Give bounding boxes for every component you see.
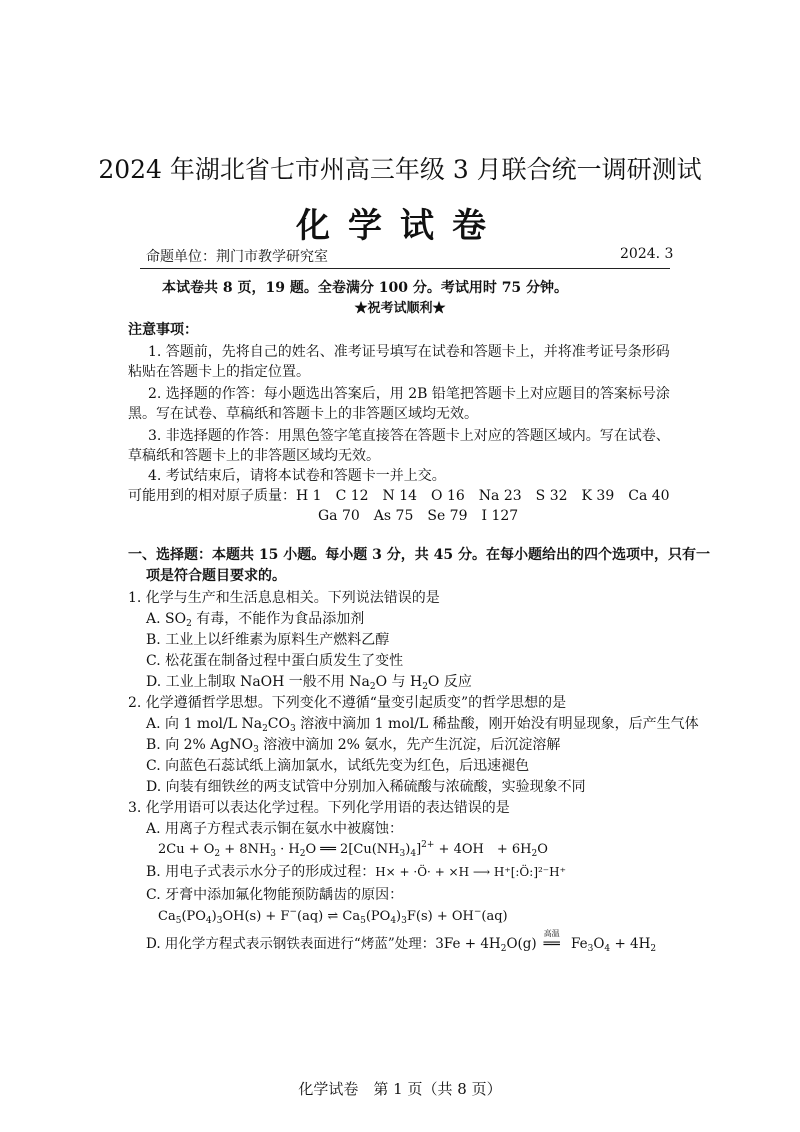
notice-heading: 注意事项： [128,322,198,338]
q2-stem: 2. 化学遵循哲学思想。下列变化不遵循“量变引起质变”的哲学思想的是 [128,695,567,711]
q3-stem: 3. 化学用语可以表达化学过程。下列化学用语的表达错误的是 [128,800,510,816]
q1-option-b: B. 工业上以纤维素为原料生产燃料乙醇 [146,632,390,648]
q2-option-c: C. 向蓝色石蕊试纸上滴加氯水，试纸先变为红色，后迅速褪色 [146,758,530,774]
q2-option-d: D. 向装有细铁丝的两支试管中分别加入稀硫酸与浓硫酸，实验现象不同 [146,779,586,795]
notice-item-1b: 粘贴在答题卡上的指定位置。 [128,364,310,380]
header-rule [140,268,670,269]
notice-item-4: 4. 考试结束后，请将本试卷和答题卡一并上交。 [148,468,446,484]
atomic-masses-1: 可能用到的相对原子质量：H 1 C 12 N 14 O 16 Na 23 S 32 K 39 Ca 40 [128,488,670,504]
q3-c-equation: $Ca_5(PO_4)_3OH(s) + F^-(aq)$ ⇌ $Ca_5(PO_4)_3F(s) + OH^-(aq)$ [158,907,508,926]
reaction-condition: 高温 [543,929,560,938]
q1-option-c: C. 松花蛋在制备过程中蛋白质发生了变性 [146,653,404,669]
q1-option-d: D. 工业上制取 NaOH 一般不用 $Na_2O$ 与 $H_2O$ 反应 [146,674,472,692]
q1-option-a: A. $SO_2$ 有毒，不能作为食品添加剂 [146,611,365,629]
notice-item-3b: 草稿纸和答题卡上的非答题区域均无效。 [128,448,380,464]
exam-title: 2024 年湖北省七市州高三年级 3 月联合统一调研测试 [98,155,702,184]
reaction-arrow: 高温 ══ [537,934,567,954]
exam-date: 2024. 3 [620,246,674,262]
q2-option-a: A. 向 1 mol/L $Na_2CO_3$ 溶液中滴加 1 mol/L 稀盐酸，刚开始没有明显现象，后产生气体 [146,716,699,734]
page-footer: 化学试卷 第 1 页（共 8 页） [298,1080,502,1098]
q3-option-b: B. 用电子式表示水分子的形成过程：H× + ·Ö· + ×H ⟶ H⁺[:Ö:]²⁻H⁺ [146,864,566,880]
electron-dot-formula: H× + ·Ö· + ×H ⟶ H⁺[:Ö:]²⁻H⁺ [375,865,566,879]
q3-a-equation: $2Cu + O_2 + 8NH_3 \cdot H_2O$ ══ $2[Cu(NH_3)_4]^{2+} + 4OH$ + $6H_2O$ [158,840,548,859]
notice-item-2a: 2. 选择题的作答：每小题选出答案后，用 2B 铅笔把答题卡上对应题目的答案标号涂 [148,386,670,402]
q3-option-d: D. 用化学方程式表示钢铁表面进行“烤蓝”处理：$3Fe + 4H_2O(g)$ 高温 ══ $Fe_3O_4 + 4H_2$ [146,934,656,954]
q3-option-a: A. 用离子方程式表示铜在氨水中被腐蚀： [146,821,404,837]
issuing-unit: 命题单位：荆门市教学研究室 [146,249,328,265]
good-luck: ★祝考试顺利★ [354,301,446,316]
notice-item-1a: 1. 答题前，先将自己的姓名、准考证号填写在试卷和答题卡上，并将准考证号条形码 [148,344,670,360]
q3-option-c: C. 牙膏中添加氟化物能预防龋齿的原因： [146,887,404,903]
q2-option-b: B. 向 2% AgNO$_3$ 溶液中滴加 2% 氨水，先产生沉淀，后沉淀溶解 [146,737,561,755]
atomic-masses-2: Ga 70 As 75 Se 79 I 127 [318,508,519,524]
exam-summary: 本试卷共 8 页，19 题。全卷满分 100 分。考试用时 75 分钟。 [162,280,569,296]
notice-item-3a: 3. 非选择题的作答：用黑色签字笔直接答在答题卡上对应的答题区域内。写在试卷、 [148,428,670,444]
exam-subtitle: 化学试卷 [296,206,504,246]
q1-stem: 1. 化学与生产和生活息息相关。下列说法错误的是 [128,590,440,606]
notice-item-2b: 黑。写在试卷、草稿纸和答题卡上的非答题区域均无效。 [128,406,478,422]
section1-heading-line1: 一、选择题：本题共 15 小题。每小题 3 分，共 45 分。在每小题给出的四个选项中，只有一 [128,547,710,563]
section1-heading-line2: 项是符合题目要求的。 [146,568,286,584]
